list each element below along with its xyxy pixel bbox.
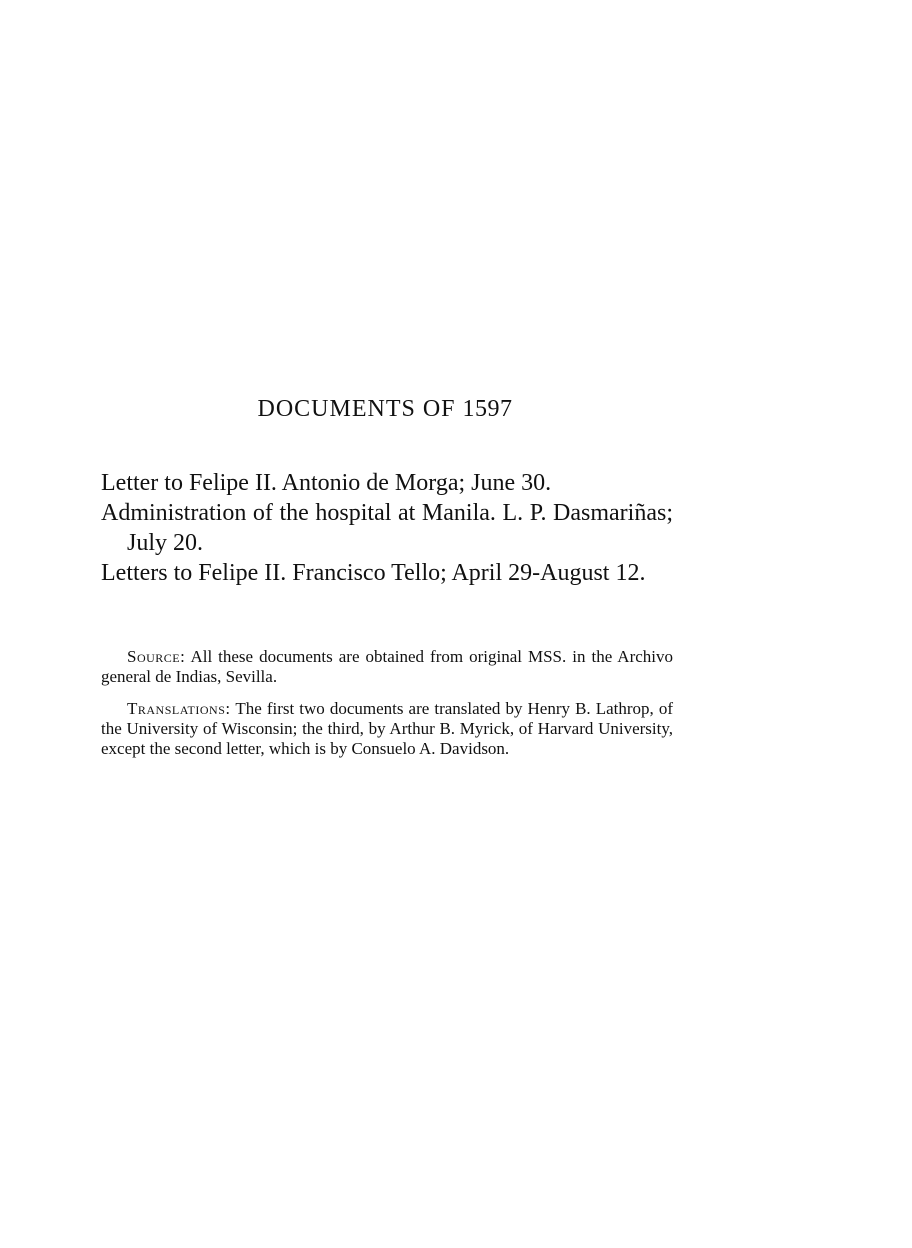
title-text: DOCUMENTS OF	[257, 396, 456, 422]
notes-section	[101, 647, 673, 771]
list-item: Letter to Felipe II. Antonio de Morga; June 30.	[101, 470, 552, 496]
list-item: Letters to Felipe II. Francisco Tello; April 29-August 12.	[101, 560, 646, 586]
translations-text: The first two documents are translated by Henry B. Lathrop, of the University of Wisconsin; the third, by Arthur B. Myrick, of Harvard University, except the second letter, which is by Consuelo A. Davidson.	[101, 699, 673, 758]
source-note	[101, 647, 673, 687]
title-year: 1597	[462, 396, 513, 422]
documents-list	[101, 468, 673, 588]
translations-note	[101, 699, 673, 759]
source-label: Source:	[127, 647, 186, 666]
list-item: Administration of the hospital at Manila. L. P. Dasmariñas; July 20.	[101, 500, 673, 556]
page-title	[0, 396, 770, 423]
translations-label: Translations:	[127, 699, 231, 718]
source-text: All these documents are obtained from original MSS. in the Archivo general de Indias, Sevilla.	[101, 647, 674, 686]
